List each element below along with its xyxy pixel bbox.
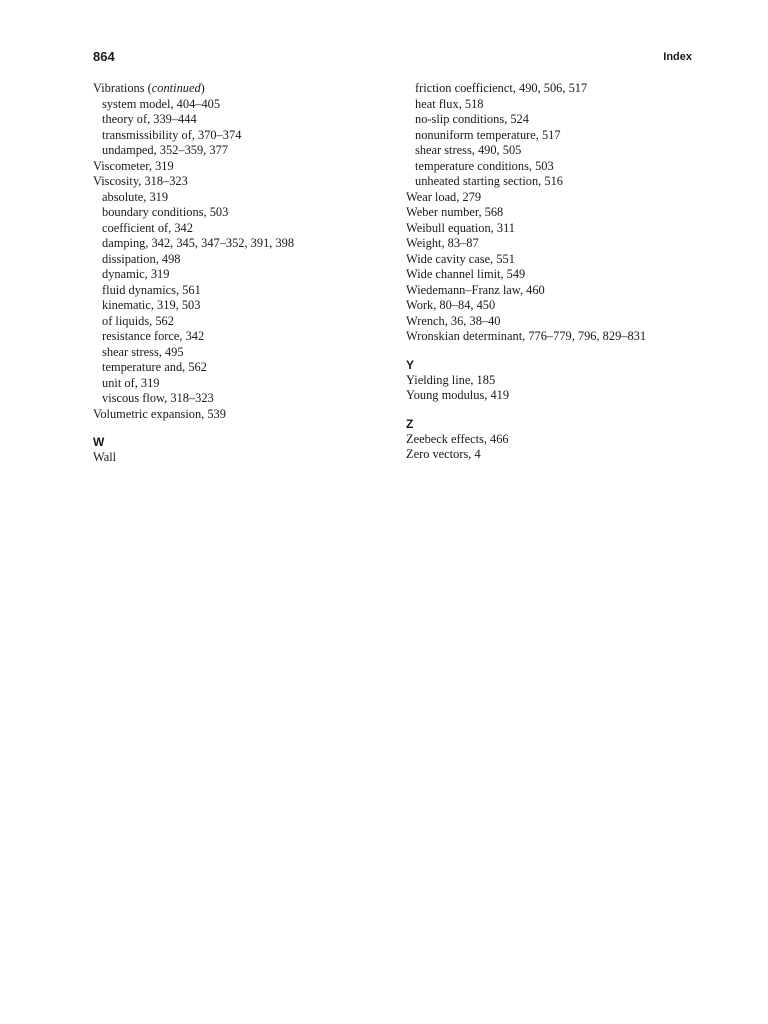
index-subentry: unheated starting section, 516	[415, 174, 563, 188]
index-entry-vibrations	[93, 81, 383, 97]
index-entry: Wronskian determinant, 776–779, 796, 829–831	[406, 329, 647, 343]
section-letter-y: Y	[406, 357, 415, 372]
index-subentry: of liquids, 562	[102, 313, 174, 328]
index-subentry: coefficient of, 342	[102, 220, 193, 235]
index-subentry: temperature and, 562	[102, 360, 207, 374]
index-subentry: viscous flow, 318–323	[102, 391, 214, 405]
section-letter-w: W	[93, 435, 105, 449]
index-subentry: transmissibility of, 370–374	[102, 127, 242, 142]
index-entry-volumetric: Volumetric expansion, 539	[93, 406, 226, 421]
page-number: 864	[93, 49, 115, 64]
index-entry: Wide channel limit, 549	[406, 267, 526, 281]
index-subentry: absolute, 319	[102, 189, 169, 204]
index-entry: Young modulus, 419	[406, 388, 510, 402]
running-head: Index	[663, 51, 692, 63]
index-entry: Wiedemann–Franz law, 460	[406, 282, 545, 297]
entry-text: )	[200, 81, 205, 95]
index-entry: Wide cavity case, 551	[406, 251, 515, 266]
index-subentry: friction coefficienct, 490, 506, 517	[415, 81, 588, 95]
index-subentry: dynamic, 319	[102, 267, 170, 281]
index-entry: Zeebeck effects, 466	[406, 431, 509, 446]
index-subentry: nonuniform temperature, 517	[415, 127, 561, 142]
continued-label: continued	[151, 81, 201, 95]
index-column-left	[93, 81, 383, 466]
entry-text: Vibrations (	[93, 81, 152, 95]
index-subentry: boundary conditions, 503	[102, 205, 229, 219]
index-subentry: no-slip conditions, 524	[415, 112, 529, 126]
index-entry: Work, 80–84, 450	[406, 298, 496, 312]
index-entry: Zero vectors, 4	[406, 447, 481, 461]
index-subentry: damping, 342, 345, 347–352, 391, 398	[102, 236, 295, 250]
index-subentry: shear stress, 495	[102, 344, 184, 359]
index-subentry: undamped, 352–359, 377	[102, 143, 228, 157]
index-entry-viscosity: Viscosity, 318–323	[93, 174, 188, 188]
index-subentry: temperature conditions, 503	[415, 158, 554, 173]
index-subentry: heat flux, 518	[415, 96, 484, 111]
index-subentry: unit of, 319	[102, 375, 160, 390]
index-entry: Weibull equation, 311	[406, 220, 516, 235]
index-subentry: theory of, 339–444	[102, 112, 197, 126]
index-entry: Wrench, 36, 38–40	[406, 313, 501, 328]
index-entry: Yielding line, 185	[406, 372, 496, 387]
index-entry-viscometer: Viscometer, 319	[93, 158, 174, 173]
index-subentry: fluid dynamics, 561	[102, 282, 201, 297]
index-subentry: dissipation, 498	[102, 251, 181, 266]
index-entry-wall: Wall	[93, 450, 117, 464]
index-column-right	[406, 81, 706, 463]
index-subentry: shear stress, 490, 505	[415, 143, 522, 157]
index-entry: Weber number, 568	[406, 205, 504, 219]
index-subentry: system model, 404–405	[102, 96, 221, 111]
index-entry: Weight, 83–87	[406, 236, 479, 250]
index-entry: Wear load, 279	[406, 189, 482, 204]
section-letter-z: Z	[406, 416, 414, 431]
index-subentry: resistance force, 342	[102, 329, 205, 343]
index-subentry: kinematic, 319, 503	[102, 298, 201, 312]
